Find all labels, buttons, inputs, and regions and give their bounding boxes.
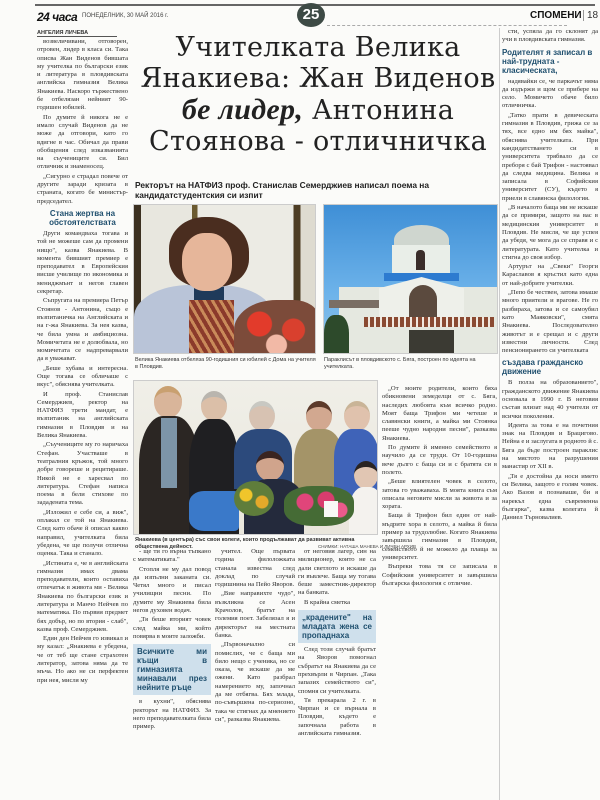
photo-portrait-teacher — [133, 204, 316, 354]
paragraph: „Вие направихте чудо", възкликна се Асен Крачолов, братът на големия поет. Забелязал я и директорът на местната банка. — [215, 590, 295, 639]
paragraph: „Истината е, че в английската гимназия имах двама преподаватели, които оставиха отпечатък в живота ми - Велика Янакиева по български език и литература и Манчо Нейчев по математика. По първия предмет бях добър, но по втория - слаб", казва проф. Семерджиев. — [37, 559, 128, 633]
author-byline: АНГЕЛИЯ ЛИЧЕВА — [37, 30, 117, 37]
paragraph: сти, успяла да го склонят да учи в пловдивската гимназия. — [502, 28, 598, 44]
paragraph: „Изложил е себе си, а виж", оплакал се той на Янакиева. След като обаче й описал какво направил, учителката била убедена, че ще получи отлична оценка. Така и станало. — [37, 508, 128, 558]
article-column-5 — [382, 385, 497, 800]
headline-line — [138, 94, 498, 126]
section-title: СПОМЕНИ — [530, 10, 582, 21]
photo-chapel — [323, 204, 498, 354]
paragraph: „В началото баща ми не искаше да се примири, защото на вас в медицинския университет в Пловдив. Не мисля, че ще успея да убедя, че мога да се справя и с литературата. Като учителка и стигна до своя избор. — [502, 204, 598, 261]
paragraph: „Беше хубава и интересна. Още тогава се обличаше с вкус", обяснява учителката. — [37, 364, 128, 389]
photo-caption: Параклисът в пловдивското с. Бяга, построен по идеята на учителката. — [324, 357, 476, 370]
paragraph: „Беше влиятелен човек в селото, затова го уважаваха. В моята книга съм описала неговите мисли за живота и за хората. — [382, 478, 497, 511]
paragraph: „Тя беше вторият човек след майка ми, който повярва в моите заложби. — [133, 616, 211, 640]
article-column-3 — [215, 548, 295, 800]
deck-subtitle: Ректорът на НАТФИЗ проф. Станислав Семерджиев написал поема на кандидатстудентския си изпит — [135, 180, 430, 200]
paragraph: „Татко прати в девическата гимназия в Пловдив, грижа се за тях, все едно им бях майка", обяснява учителката. При кандидатстването си в университета трябвало да се преборя с бай Трифон - настоявал да следва медицина. Велика я записала в Софийския университет (СУ), където я приели в славянска филология. — [502, 111, 598, 202]
paragraph: Баща й Трифон бил един от най-мъдрите хора в селото, а майка й била пример за трудолюбие. Когато Янакиева завършила гимназия в Пловдив, семейството й не можело да плаща за университет. — [382, 512, 497, 561]
flower-bouquet — [234, 481, 274, 516]
paragraph: „Пепо бе чествен, затова имаше много приятели и врагове. Не го разбираха, затова и се самоубил като Маяковски", смята Янакиева. Последователно животът и е срещал и с други известни личности. След пенсионирането си учителката — [502, 289, 598, 355]
headline-line: Янакиева: Жан Виденов — [140, 63, 496, 94]
paragraph: Съпругата на премиера Петър Стоянов - Антонина, също е възпитаничка на Английската и на г-жа Янакиева. За нея казва, че била умна и амбициозна. Момичетата не е долюбвала, но момичетата се надпреварвали да я уважават. — [37, 297, 128, 363]
subheading: Родителят я записал в най-трудната - класическата, — [502, 47, 593, 75]
flower-bouquet — [234, 300, 316, 354]
paragraph: Идеята за това е на почетния знак на Пловдив и Брацигово. Нейна е и заслугата в родното й с. Бяга да бъде построен параклис на мястото на разрушения манастир от XII в. — [502, 421, 598, 471]
headline-line: Учителката Велика — [175, 32, 461, 63]
paragraph: от неговия лагер, син на милиционер, които не са дали светлото и искаше да ги въвлече. Баща му тогава беше заместник-директор на банката. — [298, 548, 376, 597]
paragraph: В крайна сметка — [304, 598, 351, 606]
column-divider — [499, 28, 500, 800]
paragraph: Тя прекарала 2 г. в Чирпан и се върнала в Пловдив, където е започнала работа в английската гимназия. — [298, 696, 376, 738]
paragraph: возвеличивани, отговорен, отровен, лидер в класа си. Така описва Жан Виденов бившата му учителка по български език и литература в пловдивската английска гимназия Велика Янакиева. Наскоро тържествено бе отбелязан нейният 90-годишен юбилей. — [37, 38, 128, 112]
paragraph: Въпреки това тя се записала в Софийския университет и завършила българска филология с отличие. — [382, 563, 497, 587]
page-number: 18 — [583, 10, 598, 21]
subheading: създава гражданско движение — [502, 358, 584, 377]
paragraph: След този случай братът на Яворов помогнал събратът на Янакиева да се прехвърли в Чирпан. „Така запазих семейството си", спомня си учителката. — [298, 646, 376, 695]
photo-caption: Янакиева (в центъра) със свои колеги, които продължават да развиват активна обществена дейност. — [135, 537, 355, 550]
photo-credit: СНИМКИ: НАТАША МАНЕВА И ЛИЧЕН АРХИВ — [318, 544, 417, 549]
subheading: Стана жертва на обстоятелствата — [49, 208, 116, 227]
article-column-1 — [37, 38, 128, 800]
paragraph: „Първоначално си помислих, че с баща ми било нещо с ученика, но се оказа, че искаше да ме ожени. Като разбрал намерението му, започнал да ме отбягва. Бях млада, по-съвършена по-сериозно, така че стигнах да мнението си", разказва Янакиева. — [215, 641, 295, 723]
blue-gift-wrap — [189, 491, 239, 531]
photo-group-colleagues — [133, 380, 378, 535]
masthead — [0, 0, 600, 28]
article-column-right — [502, 28, 598, 800]
paragraph: Един ден Нейчев го извикал и му казал: „Янакиева е убедена, че от теб ще стане страхотен литератор, затова няма да те мъча. Но ако не си перфектен при нея, мисля му — [37, 635, 128, 684]
paragraph: Артурът на „Свеки" Георги Караславов я кръстил като една от най-добрите учителки. — [502, 263, 598, 287]
paragraph: учител. Още първата година филоложката станала известна след доклад по случай годишнина на Пейо Яворов. — [215, 548, 295, 589]
paragraph: в кухни", обяснява ректорът на НАТФИЗ. За него преподавателката била пример. — [133, 698, 211, 731]
subheading-box: Всичките ми къщи в гимназията минавали през нейните ръце — [133, 644, 211, 695]
gift-card — [324, 501, 338, 517]
anniversary-badge: 25 — [297, 3, 325, 27]
headline — [138, 32, 498, 157]
photo-caption: Велика Янакиева отбеляза 90-годишния си юбилей с Дома на учителя в Пловдив. — [135, 357, 316, 370]
paragraph: „Съучениците му го наричаха Стефан. Участваше в театралния кръжок, той много добре говореше и рецитираше. Никой не е харесвал по литература. Стефан написа поема в бели стихове по зададената тема. — [37, 441, 128, 507]
subheading-box: „крадените" на младата жена се пропаднаха — [298, 610, 376, 643]
paragraph: „Сигурно е страдал повече от другите заради кризата в страната, когато бе министър-председател. — [37, 172, 128, 205]
paragraph: В полза на образованието", гражданското движение Янакиева основала в 1990 г. В неговия състав влизат над 40 учители от всички поколения. — [502, 379, 598, 420]
newspaper-logo: 24 часа — [37, 10, 78, 24]
paragraph: „От моите родители, които бяха обикновени земеделци от с. Бяга, наследих любовта към всичко родно. Моят баща Трифон ми четеше и славянски книги, а майка ми Стоянка пееше чудно народни песни", разказва Янакиева. — [382, 385, 497, 442]
headline-text: Антонина — [303, 95, 455, 126]
article-column-4 — [298, 548, 376, 800]
paragraph: Други командваха тогава и той не можеше сам да промени нищо", казва Янакиева. В момента бившият премиер е преподавател в Европейския висше училище по икономика и мениджмънт и негов главен секретар. — [37, 229, 128, 296]
article-column-2 — [133, 548, 211, 800]
paragraph: И проф. Станислав Семерджиев, ректор на НАТФИЗ трети мандат, е възпитаник на английската гимназия в Пловдив и на Велика Янакиева. — [37, 390, 128, 440]
paragraph: надявайки се, че паркачът няма да издържи и щом се прибере на село. Момичето обаче било отличничка. — [502, 77, 598, 110]
masthead-dotted-rule — [327, 25, 567, 26]
flower-pot — [284, 486, 354, 526]
paragraph: „Тя е достойна да носи името си Велика, защото е голям човек. Ако Вазов я познаваше, би я нарекъл една съвременна българка", казва колегата й Даниел Търновалиев. — [502, 472, 598, 522]
paragraph: По думите й именно семейството я научило да се труди. От 10-годишна вече дълго с баща си и с братята си в полето. — [382, 444, 497, 476]
paragraph: По думите й никога не е имало случай Виденов да не може да отговори, като го вдигне в час. Обичал да прави обобщения след изказванията на съучениците си. Бил отличник и знаменосец. — [37, 113, 128, 171]
headline-emphasis: бе лидер, — [181, 93, 304, 126]
issue-date: ПОНЕДЕЛНИК, 30 МАЙ 2016 г. — [82, 13, 169, 19]
paragraph: - ще ти го върна тъпкано с математиката." — [133, 548, 211, 564]
paragraph: Стопля не му дал повод да изпълни заканата си. Четял много и писал училищни песни. По думите му Янакиева била негов духовен водач. — [133, 565, 211, 615]
headline-line: Стоянова - отличничка — [148, 126, 488, 157]
